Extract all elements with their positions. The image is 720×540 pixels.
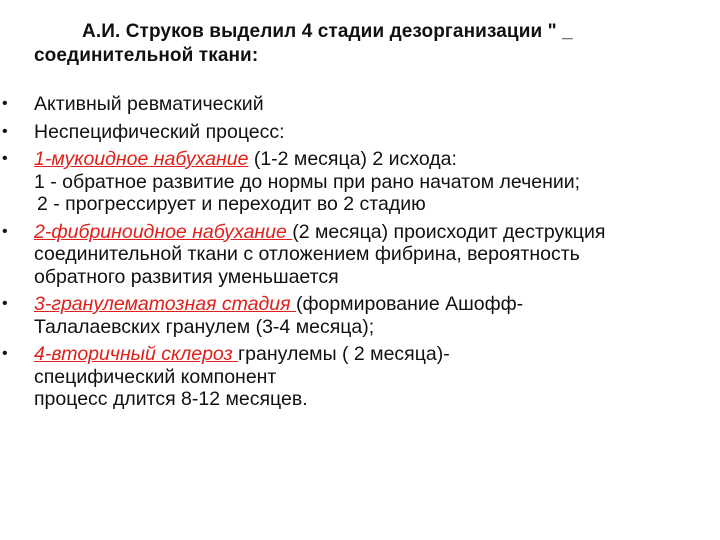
bullet-line: 1 - обратное развитие до нормы при рано начатом лечении; — [34, 170, 581, 193]
bullet-active-rheumatic — [0, 93, 715, 116]
bullet-line: соединительной ткани с отложением фибрина, вероятность — [34, 243, 580, 265]
bullet-line: Активный ревматический — [34, 93, 264, 115]
title-line-1: А.И. Струков выделил 4 стадии дезорганизации " _ — [82, 21, 573, 42]
title-line-2: соединительной ткани: — [34, 45, 259, 66]
stage-2-name: 2-фибриноидное набухание — [34, 220, 293, 243]
bullet-line: Талалаевских гранулем (3-4 месяца); — [34, 315, 375, 338]
bullet-dot-icon: • — [2, 345, 8, 362]
bullet-line: 2 - прогрессирует и переходит во 2 стадию — [37, 193, 426, 215]
bullet-line — [34, 293, 715, 316]
slide-title — [34, 20, 694, 68]
bullet-line — [34, 343, 715, 366]
bullet-stage-4 — [0, 343, 715, 411]
bullet-dot-icon: • — [2, 222, 8, 240]
bullet-dot-icon: • — [2, 295, 8, 312]
bullet-line: специфический компонент — [34, 365, 277, 388]
stage-4-name: 4-вторичный склероз — [34, 343, 239, 365]
stage-3-detail: (формирование Ашофф- — [295, 293, 524, 315]
bullet-stage-2 — [0, 221, 715, 289]
bullet-dot-icon: • — [2, 122, 8, 140]
stage-3-name: 3-гранулематозная стадия — [34, 293, 296, 315]
bullet-dot-icon: • — [2, 95, 8, 112]
stage-1-name: 1-мукоидное набухание — [34, 148, 249, 170]
bullet-line: Неспецифический процесс: — [34, 120, 285, 143]
bullet-list — [0, 93, 715, 416]
bullet-stage-1 — [0, 148, 715, 216]
bullet-stage-3 — [0, 293, 715, 338]
bullet-line — [34, 148, 715, 171]
stage-1-detail: (1-2 месяца) 2 исхода: — [248, 148, 457, 170]
bullet-nonspecific-process — [0, 121, 715, 144]
bullet-line: процесс длится 8-12 месяцев. — [34, 388, 308, 410]
bullet-dot-icon: • — [2, 150, 8, 167]
bullet-line — [34, 221, 715, 244]
stage-2-detail: (2 месяца) происходит деструкция — [292, 220, 606, 243]
bullet-line: обратного развития уменьшается — [34, 265, 339, 288]
stage-4-detail: гранулемы ( 2 месяца)- — [238, 343, 450, 365]
